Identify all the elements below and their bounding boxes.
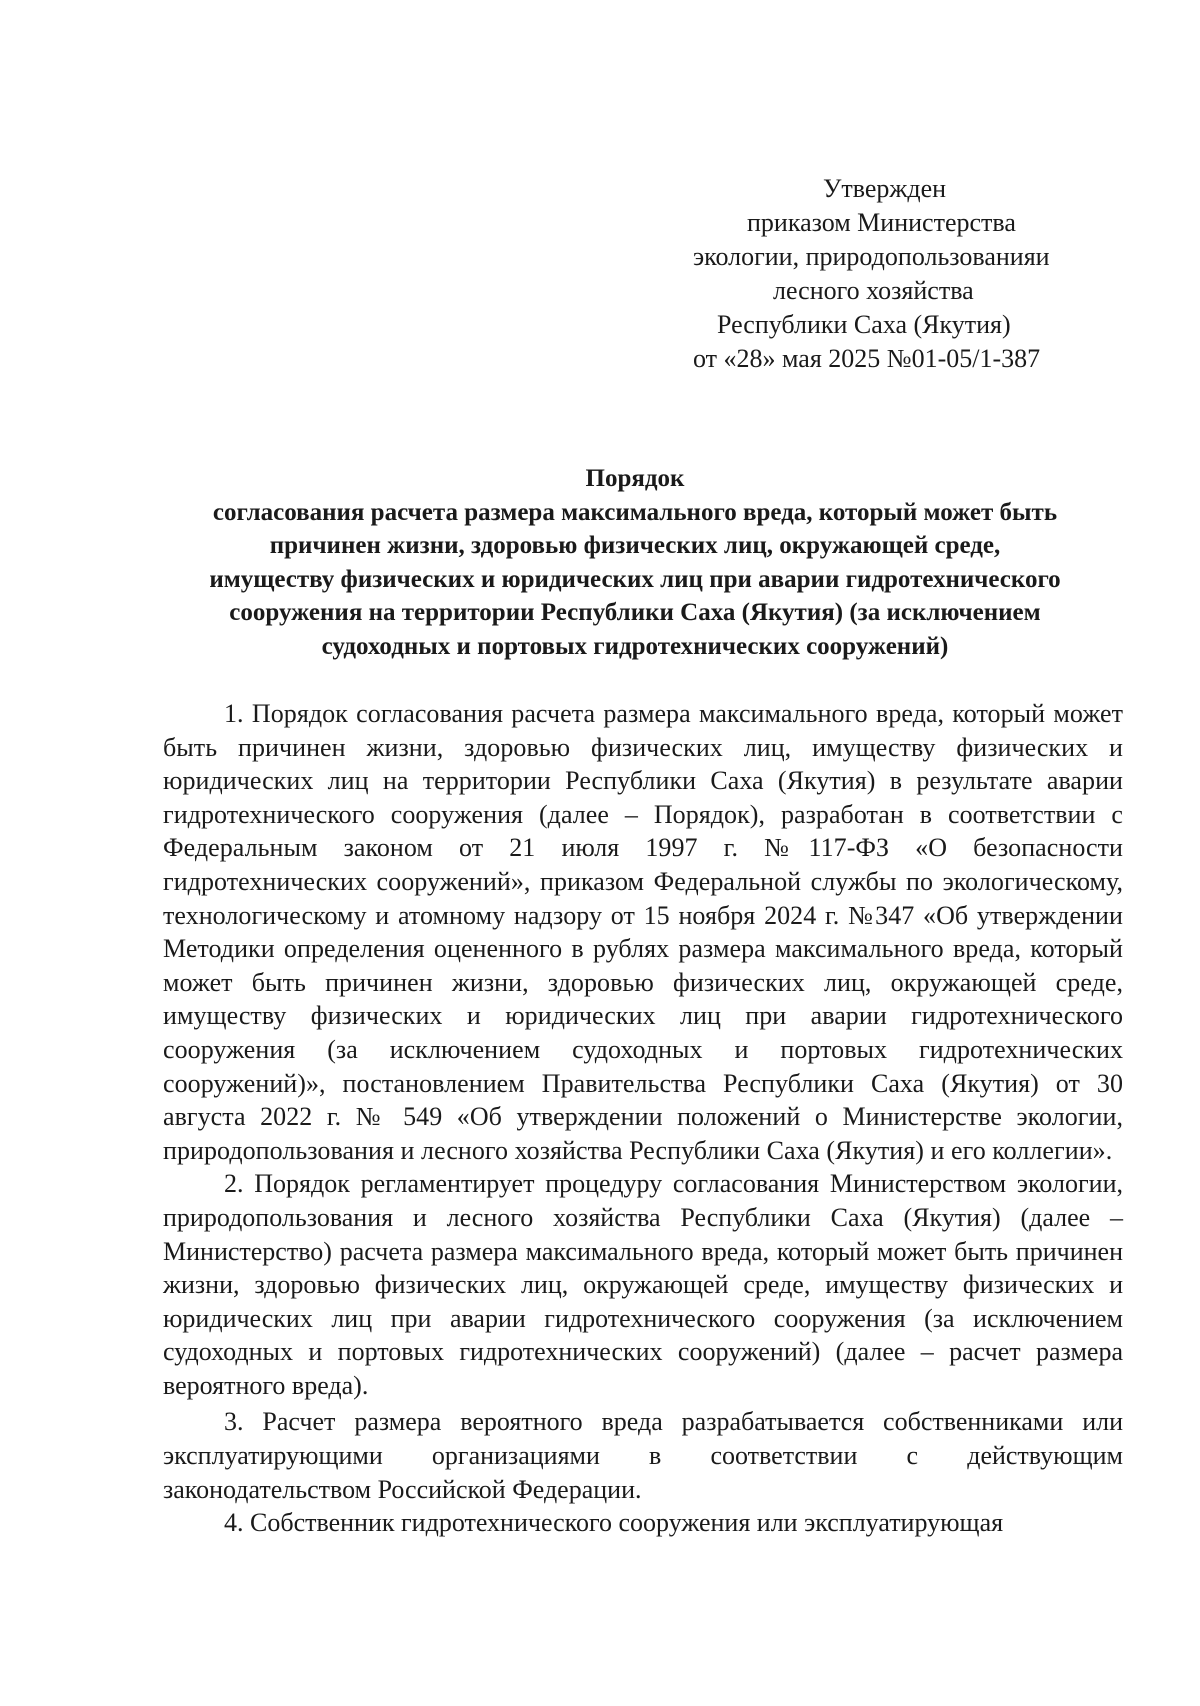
title-line: согласования расчета размера максимального вреда, который может быть — [212, 498, 1058, 526]
document-title — [145, 462, 1125, 663]
document-body — [163, 697, 1123, 1540]
title-line: сооружения на территории Республики Саха (Якутия) (за исключением — [229, 599, 1041, 626]
paragraph-3: 3. Расчет размера вероятного вреда разрабатывается собственниками или эксплуатирующими организациями в соответствии с действующим законодательством Российской Федерации. — [163, 1407, 1123, 1504]
approval-stamp-block — [640, 172, 1120, 376]
approval-line: экологии, природопользованияи — [693, 242, 1050, 271]
title-heading: Порядок — [585, 465, 685, 492]
paragraph-4: 4. Собственник гидротехнического сооружения или эксплуатирующая — [224, 1508, 1004, 1538]
approval-line: Республики Саха (Якутия) — [717, 310, 1011, 339]
approval-line: лесного хозяйства — [773, 276, 974, 305]
approval-line: Утвержден — [823, 174, 947, 203]
approval-line: от «28» мая 2025 №01-05/1-387 — [693, 344, 1041, 373]
paragraph-2: 2. Порядок регламентирует процедуру согласования Министерством экологии, природопользования и лесного хозяйства Республики Саха (Якутия) (далее – Министерство) расчета размера максимального вреда, который может быть причинен жизни, здоровью физических лиц, окружающей среде, имуществу физических и юридических лиц при аварии гидротехнического сооружения (за исключением судоходных и портовых гидротехнических сооружений) (далее – расчет размера вероятного вреда). — [163, 1169, 1123, 1400]
title-line: причинен жизни, здоровью физических лиц, окружающей среде, — [269, 532, 1001, 559]
paragraph-1: 1. Порядок согласования расчета размера максимального вреда, который может быть причинен жизни, здоровью физических лиц, имуществу физических и юридических лиц на территории Республики Саха (Якутия) в результате аварии гидротехнического сооружения (далее – Порядок), разработан в соответствии с Федеральным законом от 21 июля 1997 г. №117-ФЗ «О безопасности гидротехнических сооружений», приказом Федеральной службы по экологическому, технологическому и атомному надзору от 15 ноября 2024 г. №347 «Об утверждении Методики определения оцененного в рублях размера максимального вреда, который может быть причинен жизни, здоровью физических лиц, окружающей среде, имуществу физических и юридических лиц при аварии гидротехнического сооружения (за исключением судоходных и портовых гидротехнических сооружений)», постановлением Правительства Республики Саха (Якутия) от 30 августа 2022 г. № 549 «Об утверждении положений о Министерстве экологии, природопользования и лесного хозяйства Республики Саха (Якутия) и его коллегии». — [163, 699, 1123, 1165]
title-line: судоходных и портовых гидротехнических сооружений) — [321, 632, 949, 660]
approval-line: приказом Министерства — [747, 208, 1016, 237]
title-line: имуществу физических и юридических лиц при аварии гидротехнического — [209, 565, 1061, 593]
